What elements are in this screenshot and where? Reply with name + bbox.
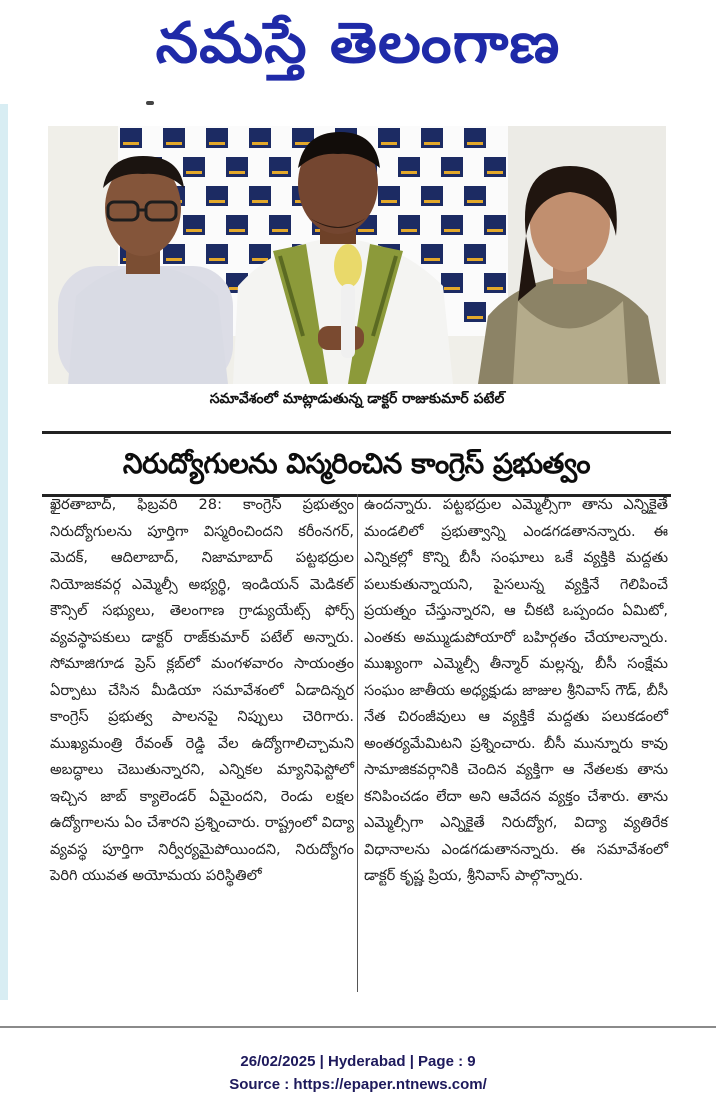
article-column-left: ఖైరతాబాద్, ఫిబ్రవరి 28: కాంగ్రెస్ ప్రభుత్వం నిరుద్యోగులను పూర్తిగా విస్మరించిందని కరీంనగర్, మెదక్, ఆదిలాబాద్, నిజామాబాద్ పట్టభద్రుల నియోజకవర్గ ఎమ్మెల్సీ అభ్యర్థి, ఇండియన్ మెడికల్ కౌన్సిల్ సభ్యులు, తెలంగాణ గ్రాడ్యుయేట్స్ ఫోర్స్ వ్యవస్థాపకులు డాక్టర్ రాజ్‌కుమార్ పటేల్ అన్నారు. సోమాజిగూడ ప్రెస్ క్లబ్‌లో మంగళవారం సాయంత్రం ఏర్పాటు చేసిన మీడియా సమావేశంలో ఏడాదిన్నర కాంగ్రెస్ ప్రభుత్వ పాలనపై నిప్పులు చెరిగారు. ముఖ్యమంత్రి రేవంత్ రెడ్డి వేల ఉద్యోగాలిచ్చామని అబద్ధాలు చెబుతున్నారని, ఎన్నికల మ్యానిఫెస్టోలో ఇచ్చిన జాబ్ క్యాలెండర్ ఏమైందని, రెండు లక్షల ఉద్యోగాలను ఏం చేశారని ప్రశ్నించారు. రాష్ట్రంలో విద్యా వ్యవస్థ పూర్తిగా నిర్వీర్యమైపోయిందని, నిరుద్యోగం పెరిగి యువత అయోమయ పరిస్థితిలో xyxy=(50,496,354,884)
source-link[interactable]: Source : https://epaper.ntnews.com/ xyxy=(229,1076,487,1093)
masthead xyxy=(0,0,716,92)
newspaper-logo: నమస్తే తెలంగాణ xyxy=(155,11,561,76)
article-column-right: ఉందన్నారు. పట్టభద్రుల ఎమ్మెల్సీగా తాను ఎన్నికైతే మండలిలో ప్రభుత్వాన్ని ఎండగడతానన్నారు. ఈ ఎన్నికల్లో కొన్ని బీసీ సంఘాలు ఒకే వ్యక్తికి మద్దతు పలుకుతున్నాయని, పైసలున్న వ్యక్తినే గెలిపించే ప్రయత్నం చేస్తున్నారని, ఆ చీకటి ఒప్పందం ఏమిటో, ఎంతకు అమ్ముడుపోయారో బహిర్గతం చేయాలన్నారు. ముఖ్యంగా ఎమ్మెల్సీ తీన్మార్ మల్లన్న, బీసీ సంక్షేమ సంఘం జాతీయ అధ్యక్షుడు జాజుల శ్రీనివాస్ గౌడ్, బీసీ నేత చిరంజీవులు ఆ వ్యక్తికే మద్దతు పలుకడంలో అంతర్యమేమిటని ప్రశ్నించారు. బీసీ మున్నూరు కావు సామాజికవర్గానికి చెందిన వ్యక్తిగా ఆ నేతలకు తాను కనిపించడం లేదా అని ఆవేదన వ్యక్తం చేశారు. తాను ఎమ్మెల్సీగా ఎన్నికైతే నిరుద్యోగ, విద్యా వ్యతిరేక విధానాలను ఎండగడుతానన్నారు. ఈ సమావేశంలో డాక్టర్ కృష్ణ ప్రియ, శ్రీనివాస్ పాల్గొన్నారు. xyxy=(364,496,668,884)
headline: నిరుద్యోగులను విస్మరించిన కాంగ్రెస్ ప్రభుత్వం xyxy=(122,447,591,480)
news-photo xyxy=(48,126,666,384)
edition-info: 26/02/2025 | Hyderabad | Page : 9 xyxy=(240,1053,476,1070)
photo-caption: సమావేశంలో మాట్లాడుతున్న డాక్టర్ రాజుకుమార్ పటేల్ xyxy=(48,384,666,414)
footer-divider xyxy=(0,1026,716,1028)
page-margin-strip xyxy=(0,104,8,1000)
headline-box xyxy=(42,431,671,497)
page-marker xyxy=(146,101,154,105)
footer xyxy=(0,1050,716,1096)
column-divider xyxy=(357,494,358,992)
